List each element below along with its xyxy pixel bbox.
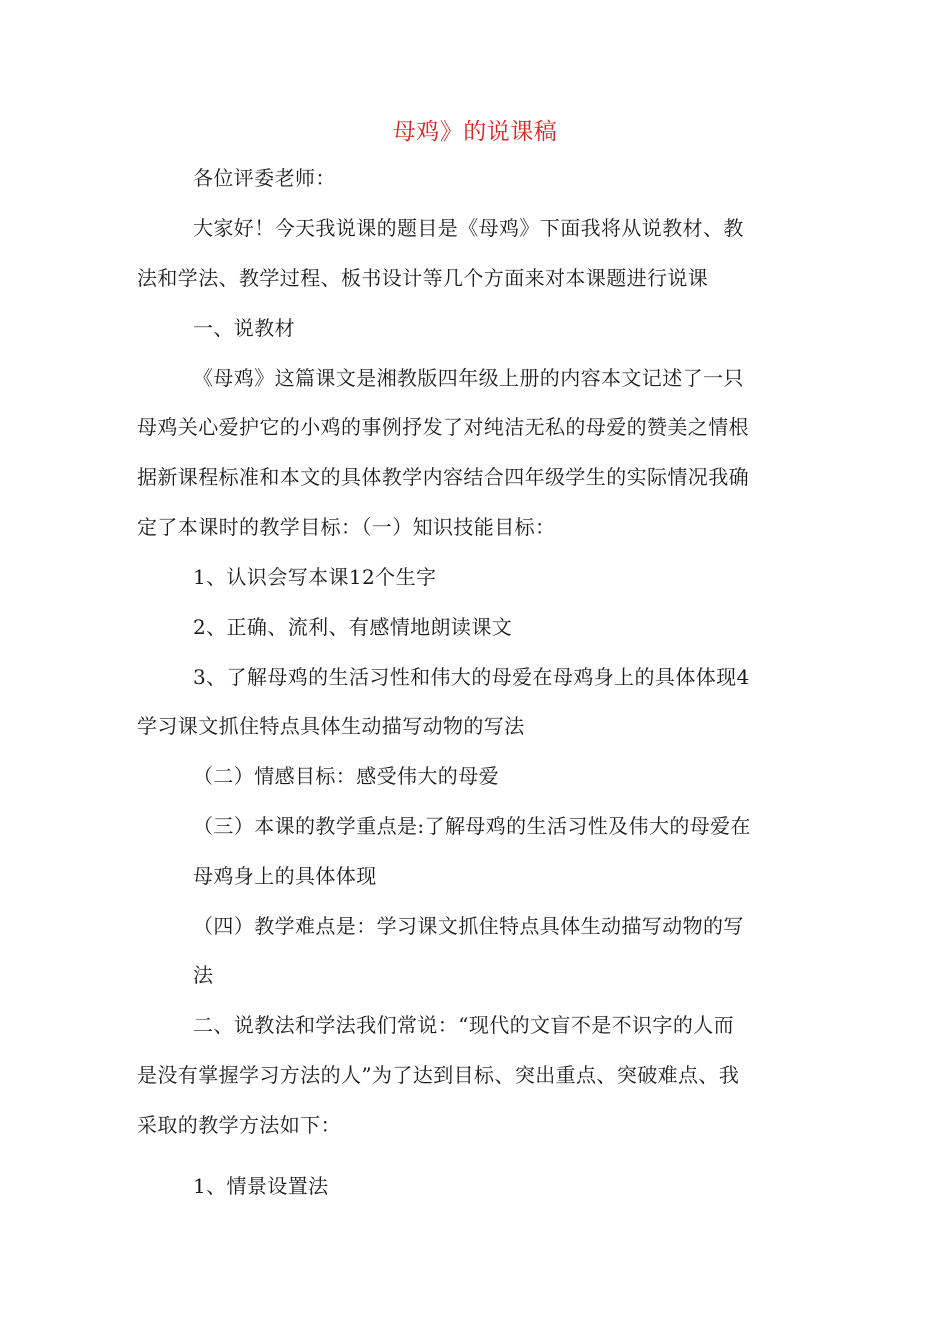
- section-heading-1: 一、说教材: [193, 316, 295, 340]
- document-title: 母鸡》的说课稿: [392, 119, 558, 145]
- method-item-1: 1、情景设置法: [193, 1174, 329, 1198]
- textbook-line-3: 据新课程标准和本文的具体教学内容结合四年级学生的实际情况我确: [137, 465, 749, 489]
- methods-line-2: 是没有掌握学习方法的人”为了达到目标、突出重点、突破难点、我: [137, 1063, 740, 1087]
- textbook-line-2: 母鸡关心爱护它的小鸡的事例抒发了对纯洁无私的母爱的赞美之情根: [137, 415, 749, 439]
- goal-item-3-cont: 学习课文抓住特点具体生动描写动物的写法: [137, 714, 525, 738]
- intro-line-2: 法和学法、教学过程、板书设计等几个方面来对本课题进行说课: [137, 266, 709, 290]
- emotion-goal: （二）情感目标：感受伟大的母爱: [193, 764, 499, 788]
- goal-item-3: 3、了解母鸡的生活习性和伟大的母爱在母鸡身上的具体体现4: [193, 665, 750, 689]
- section-heading-2: 二、说教法和学法我们常说：“现代的文盲不是不识字的人而: [193, 1013, 735, 1037]
- salutation: 各位评委老师：: [193, 166, 336, 190]
- key-point-cont: 母鸡身上的具体体现: [193, 864, 377, 888]
- textbook-line-4: 定了本课时的教学目标：（一）知识技能目标：: [137, 515, 556, 539]
- methods-line-3: 采取的教学方法如下：: [137, 1113, 341, 1137]
- difficulty-cont: 法: [193, 963, 214, 987]
- key-point: （三）本课的教学重点是:了解母鸡的生活习性及伟大的母爱在: [193, 814, 751, 838]
- difficulty: （四）教学难点是：学习课文抓住特点具体生动描写动物的写: [193, 914, 744, 938]
- goal-item-1: 1、认识会写本课12个生字: [193, 565, 437, 589]
- goal-item-2: 2、正确、流利、有感情地朗读课文: [193, 615, 513, 639]
- textbook-line-1: 《母鸡》这篇课文是湘教版四年级上册的内容本文记述了一只: [193, 366, 744, 390]
- intro-line-1: 大家好！今天我说课的题目是《母鸡》下面我将从说教材、教: [193, 216, 744, 240]
